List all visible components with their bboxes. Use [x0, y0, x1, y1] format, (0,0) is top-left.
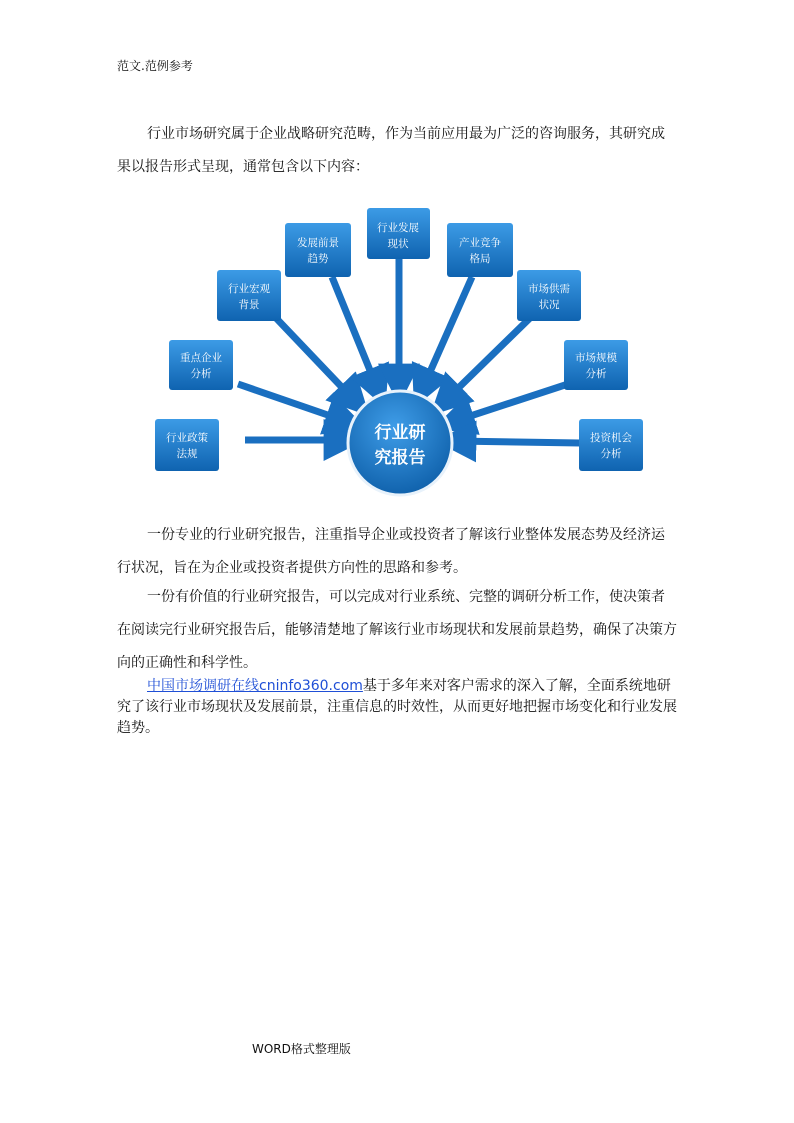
- arrow-competition: [422, 277, 472, 390]
- box-macro: [217, 270, 281, 321]
- svg-text:分析: 分析: [600, 448, 622, 460]
- source-link[interactable]: 中国市场调研在线: [147, 678, 259, 694]
- body-paragraph-3-text: 基于多年来对客户需求的深入了解，全面系统地研究了该行业市场现状及发展前景，注重信息的时效性，从而更好地把握市场变化和行业发展趋势。: [117, 678, 677, 736]
- body-paragraph-1: 一份专业的行业研究报告，注重指导企业或投资者了解该行业整体发展态势及经济运行状况，旨在为企业或投资者提供方向性的思路和参考。: [117, 527, 665, 576]
- center-label-line1: 行业研: [374, 423, 426, 443]
- box-investment: [579, 419, 643, 471]
- svg-text:分析: 分析: [585, 368, 607, 380]
- box-prospect: [285, 223, 351, 277]
- report-contents-diagram: [150, 200, 650, 500]
- arrow-supply-demand: [444, 318, 530, 402]
- arrow-investment: [454, 441, 580, 443]
- box-scale: [564, 340, 628, 390]
- svg-text:状况: 状况: [538, 299, 560, 311]
- svg-text:行业政策: 行业政策: [166, 432, 208, 444]
- svg-text:分析: 分析: [190, 368, 212, 380]
- box-key-enterprise: [169, 340, 233, 390]
- box-status: [367, 208, 430, 259]
- svg-text:趋势: 趋势: [307, 253, 329, 265]
- svg-text:产业竞争: 产业竞争: [459, 237, 501, 249]
- svg-text:行业发展: 行业发展: [377, 222, 419, 234]
- svg-text:发展前景: 发展前景: [297, 237, 339, 249]
- svg-text:投资机会: 投资机会: [590, 432, 632, 444]
- svg-text:重点企业: 重点企业: [180, 352, 222, 364]
- svg-text:格局: 格局: [469, 253, 491, 265]
- page-footer: WORD格式整理版: [252, 1042, 351, 1056]
- arrow-scale: [452, 384, 568, 422]
- svg-text:市场供需: 市场供需: [528, 283, 570, 295]
- body-paragraph-3: [117, 676, 677, 739]
- arrow-key-enterprise: [238, 384, 348, 422]
- svg-text:行业宏观: 行业宏观: [228, 283, 270, 295]
- center-node: [348, 391, 452, 495]
- box-policy: [155, 419, 219, 471]
- svg-text:背景: 背景: [238, 299, 260, 311]
- svg-text:市场规模: 市场规模: [575, 352, 617, 364]
- arrow-prospect: [332, 277, 378, 390]
- box-supply-demand: [517, 270, 581, 321]
- svg-text:现状: 现状: [387, 238, 409, 250]
- page-header: 范文.范例参考: [117, 59, 193, 73]
- source-site[interactable]: cninfo360.com: [259, 678, 363, 694]
- center-label-line2: 究报告: [374, 448, 426, 468]
- arrow-macro: [276, 318, 356, 402]
- box-competition: [447, 223, 513, 277]
- body-paragraph-2: 一份有价值的行业研究报告，可以完成对行业系统、完整的调研分析工作，使决策者在阅读完行业研究报告后，能够清楚地了解该行业市场现状和发展前景趋势，确保了决策方向的正确性和科学性。: [117, 589, 677, 671]
- svg-text:法规: 法规: [176, 448, 198, 460]
- intro-paragraph: 行业市场研究属于企业战略研究范畴，作为当前应用最为广泛的咨询服务，其研究成果以报告形式呈现，通常包含以下内容：: [117, 126, 665, 175]
